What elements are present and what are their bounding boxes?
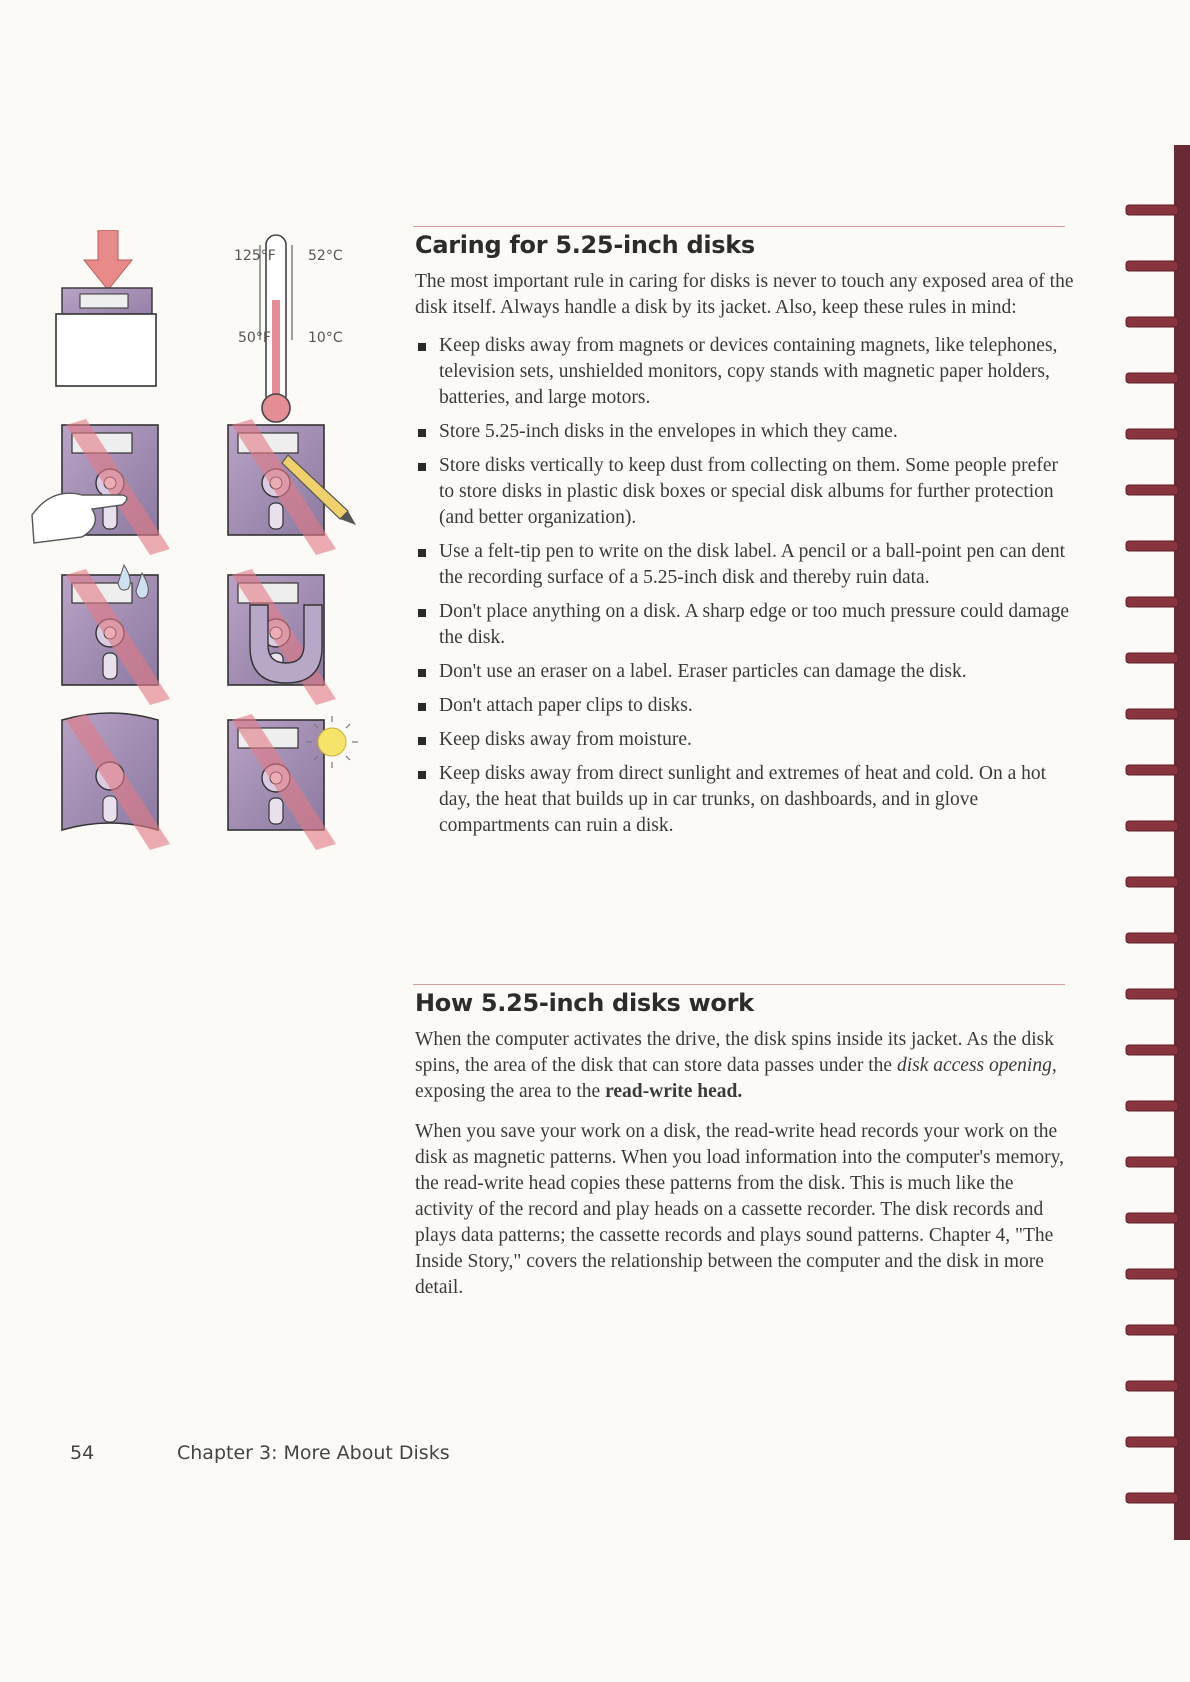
binding-coil [1126,765,1178,775]
binding-coil [1126,1269,1178,1279]
care-rules-list [415,333,1075,839]
no-magnet-disk [228,569,336,705]
binding-coil [1126,1493,1178,1503]
list-item: Store disks vertically to keep dust from collecting on them. Some people prefer to store disks in plastic disk boxes or special disk albums for further protection (and better organization). [415,453,1075,531]
binding-coil [1126,1325,1178,1335]
disk-in-envelope [56,230,156,386]
no-sunlight-disk [228,714,358,850]
binding-coil [1126,989,1178,999]
list-item: Store 5.25-inch disks in the envelopes in which they came. [415,419,1075,445]
binding-coil [1126,205,1178,215]
caring-heading: Caring for 5.25-inch disks [415,231,755,259]
list-item: Don't use an eraser on a label. Eraser particles can damage the disk. [415,659,1075,685]
binding-coil [1126,933,1178,943]
section-rule [413,984,1065,985]
binding-coil [1126,709,1178,719]
no-touch-disk [32,419,170,555]
how-paragraph-2: When you save your work on a disk, the read-write head records your work on the disk as magnetic patterns. When you load information into the computer's memory, the read-write head copies these patterns from the disk. This is much like the activity of the record and play heads on a cassette recorder. The disk records and plays data patterns; the cassette records and plays sound patterns. Chapter 4, "The Inside Story," covers the relationship between the computer and the disk in more detail. [415,1121,1065,1298]
term-disk-access-opening: disk access opening, [896,1055,1057,1076]
binding-coil [1126,1157,1178,1167]
thermo-low-c: 10°C [308,330,343,346]
binding-coil [1126,485,1178,495]
list-item: Don't attach paper clips to disks. [415,693,1075,719]
how-paragraph-1 [415,1027,1075,1105]
disk-care-illustrations [20,230,380,910]
list-item: Use a felt-tip pen to write on the disk label. A pencil or a ball-point pen can dent the recording surface of a 5.25-inch disk and thereby ruin data. [415,539,1075,591]
caring-intro: The most important rule in caring for disks is never to touch any exposed area of the disk itself. Always handle a disk by its jacket. Also, keep these rules in mind: [415,271,1074,318]
binding-coil [1126,1437,1178,1447]
binding-coil [1126,653,1178,663]
binding-coil [1126,821,1178,831]
spiral-binding [1120,145,1190,1540]
chapter-footer: Chapter 3: More About Disks [177,1442,450,1464]
binding-coil [1126,261,1178,271]
binding-coil [1126,877,1178,887]
list-item: Keep disks away from magnets or devices containing magnets, like telephones, television sets, unshielded monitors, copy stands with magnetic paper holders, batteries, and large motors. [415,333,1075,411]
list-item: Don't place anything on a disk. A sharp edge or too much pressure could damage the disk. [415,599,1075,651]
page-number: 54 [70,1442,95,1464]
no-bend-disk [62,713,170,850]
thermo-high-f: 125°F [234,248,276,264]
binding-coil [1126,429,1178,439]
caring-section [415,226,1075,847]
list-item: Keep disks away from moisture. [415,727,1075,753]
text-run: exposing the area to the [415,1081,606,1102]
how-heading: How 5.25-inch disks work [415,989,754,1017]
how-disks-work-section [415,984,1075,1313]
binding-coil [1126,1101,1178,1111]
no-pencil-disk [228,419,356,555]
text-run: When the computer activates the drive, the disk spins inside its jacket. As the disk spins, the area of the disk that can store data passes under the [415,1029,1055,1076]
thermo-low-f: 50°F [238,330,271,346]
term-read-write-head: read-write head. [605,1081,743,1102]
binding-coil [1126,597,1178,607]
binding-coil [1126,1381,1178,1391]
section-rule [413,226,1065,227]
thermo-high-c: 52°C [308,248,343,264]
binding-coil [1126,1213,1178,1223]
binding-coil [1126,373,1178,383]
list-item: Keep disks away from direct sunlight and extremes of heat and cold. On a hot day, the heat that builds up in car trunks, on dashboards, and in glove compartments can ruin a disk. [415,761,1075,839]
binding-coil [1126,1045,1178,1055]
no-moisture-disk [62,565,170,705]
binding-coil [1126,541,1178,551]
binding-coil [1126,317,1178,327]
